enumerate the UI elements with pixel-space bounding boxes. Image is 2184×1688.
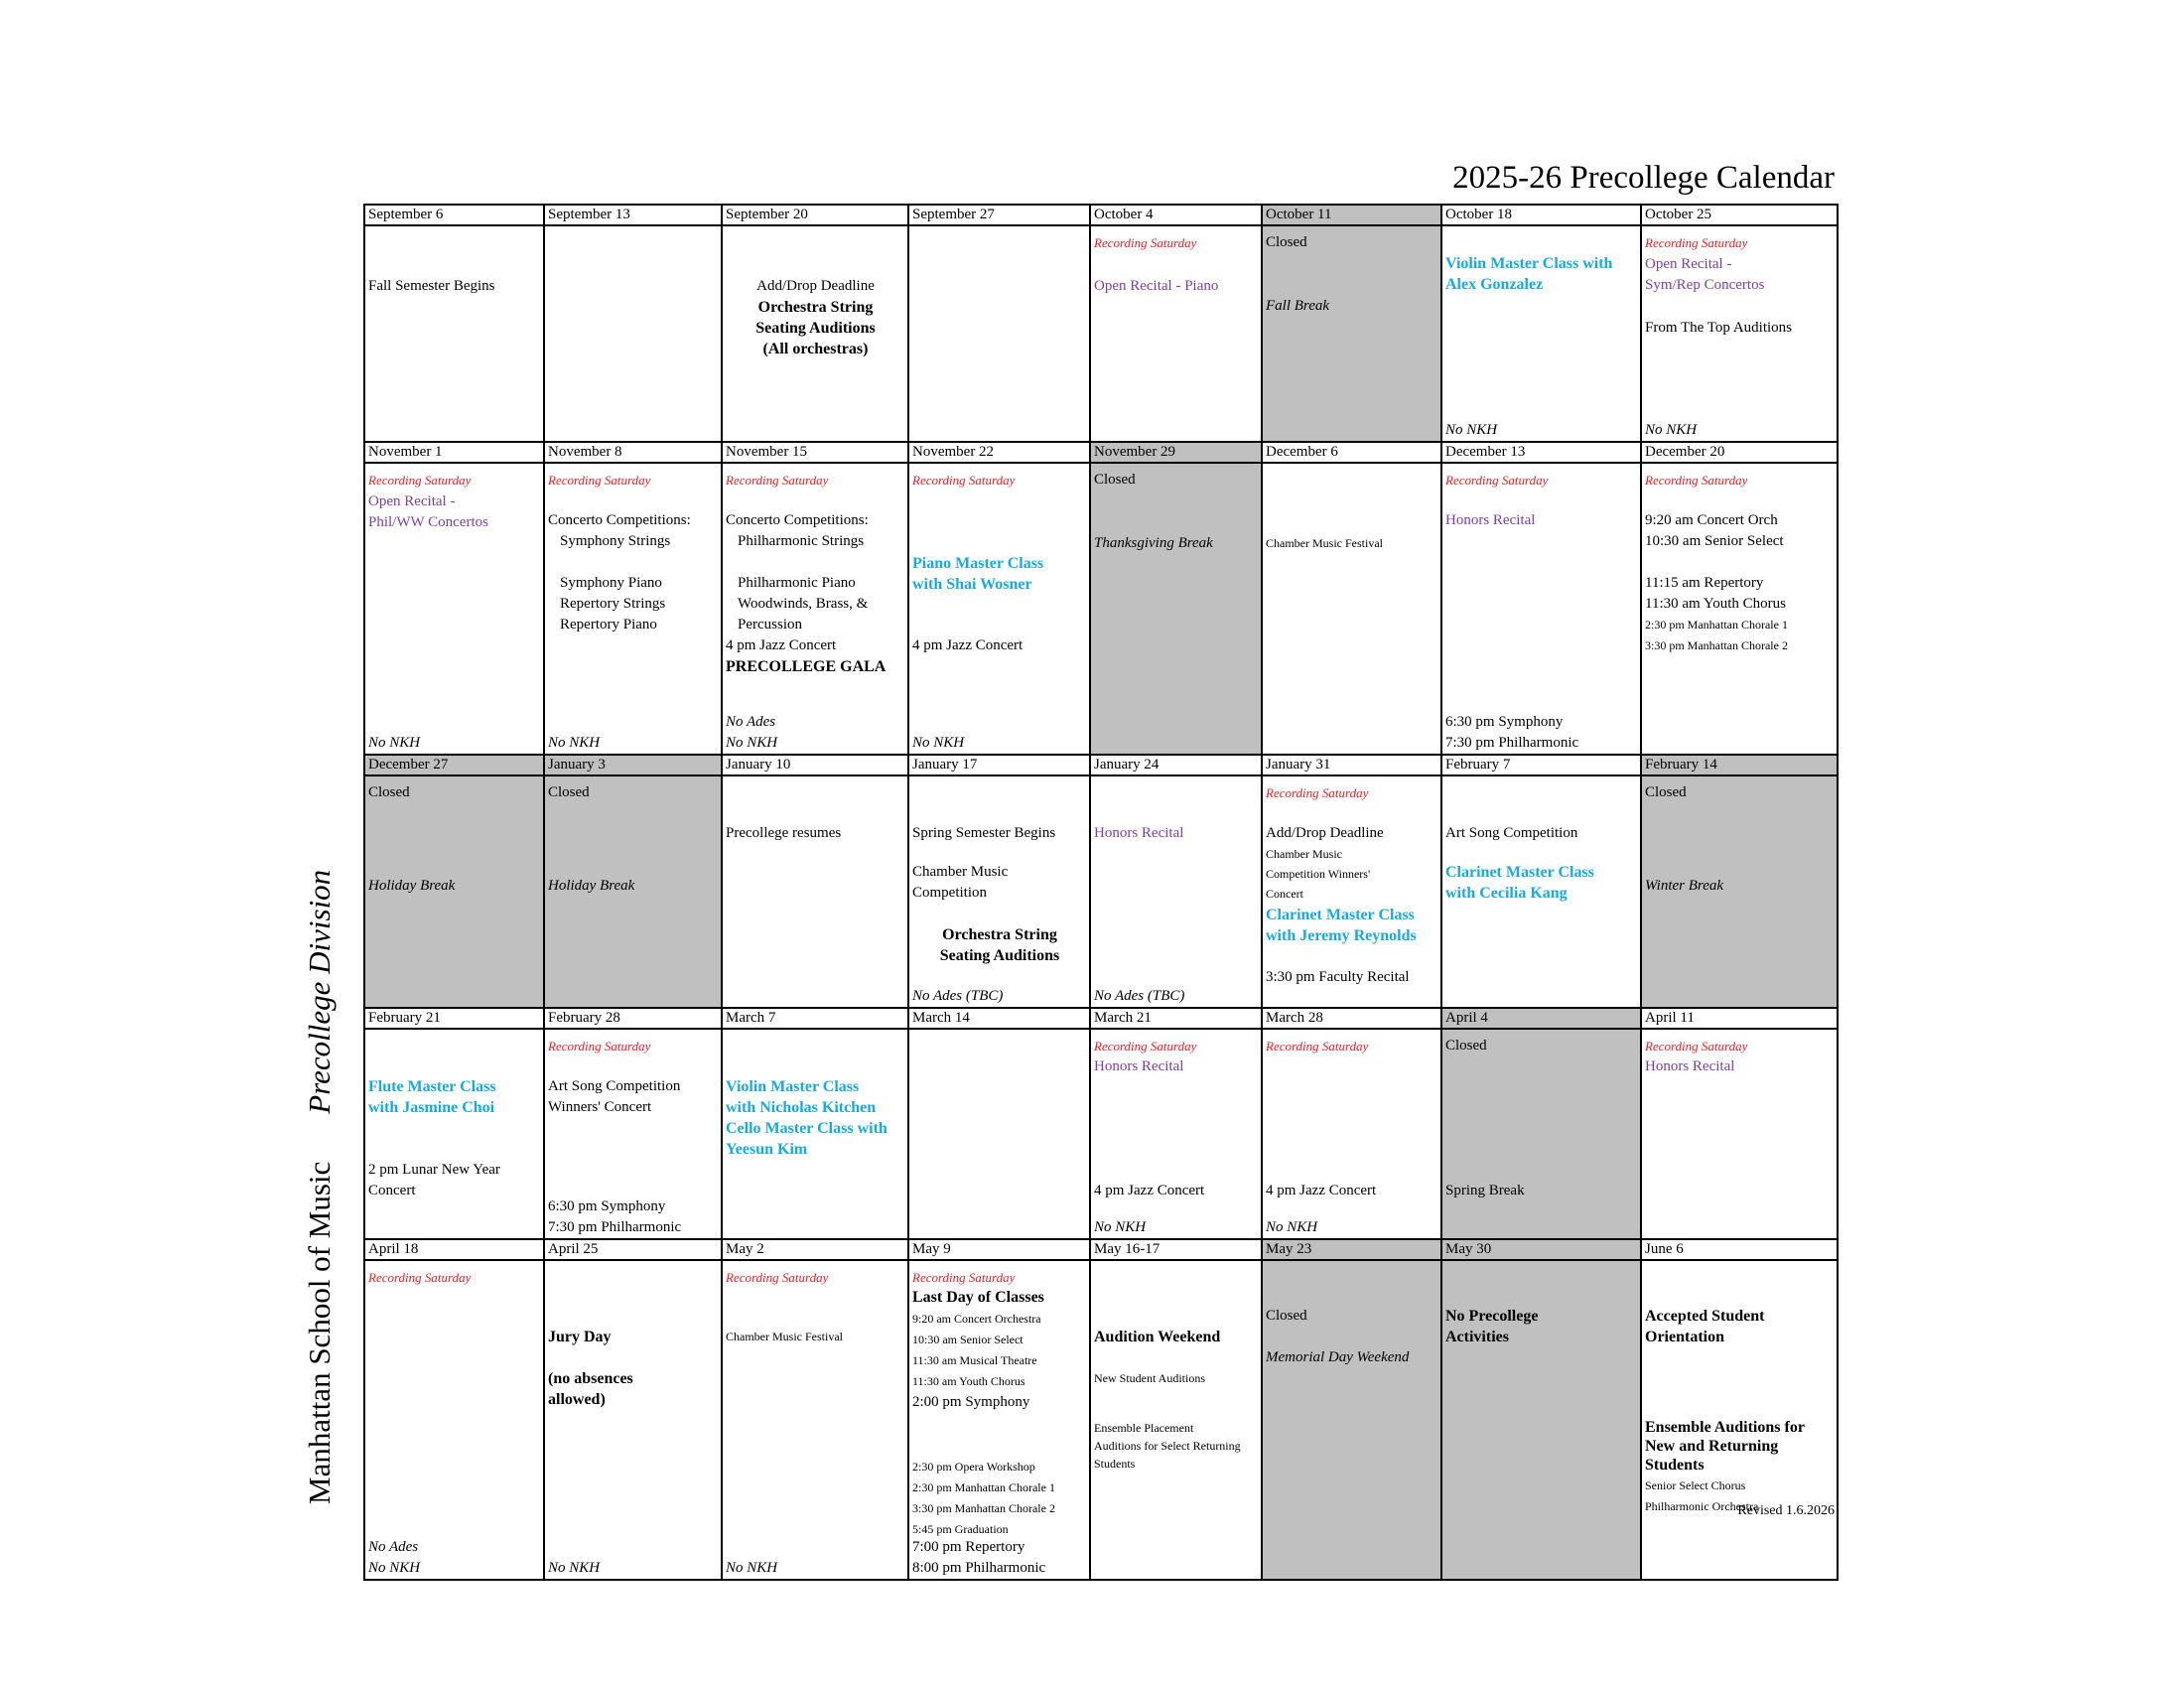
- day-cell: [1090, 1260, 1262, 1580]
- day-events: [548, 226, 719, 441]
- day-events: [1445, 776, 1638, 1007]
- event-line: Recording Saturday: [548, 473, 651, 488]
- event-line: Precollege resumes: [726, 825, 842, 841]
- day-cell: [364, 775, 544, 1008]
- event-line: Fall Semester Begins: [368, 278, 495, 294]
- event-line: with Nicholas Kitchen: [726, 1099, 877, 1116]
- event-line: Honors Recital: [1445, 512, 1536, 528]
- day-cell: [364, 225, 544, 442]
- event-line: Philharmonic Strings: [738, 533, 865, 549]
- day-cell: [1262, 225, 1441, 442]
- week-events-row: [364, 1260, 1838, 1580]
- week-date-row: [364, 1008, 1838, 1029]
- event-line: New Student Auditions: [1094, 1371, 1206, 1385]
- day-cell: [1441, 1260, 1641, 1580]
- day-date: January 24: [1090, 755, 1262, 775]
- day-date: April 11: [1641, 1008, 1838, 1029]
- day-events: [912, 776, 1087, 1007]
- page-title: 2025-26 Precollege Calendar: [1452, 160, 1835, 196]
- event-line: 4 pm Jazz Concert: [1094, 1183, 1205, 1198]
- day-cell: [1441, 463, 1641, 755]
- event-line: No NKH: [726, 735, 778, 751]
- day-events: [368, 1261, 541, 1579]
- event-line: No NKH: [1645, 422, 1698, 438]
- event-line: Competition Winners': [1266, 867, 1371, 881]
- day-events: [1645, 1261, 1835, 1579]
- event-line: Sym/Rep Concertos: [1645, 277, 1765, 293]
- day-events: [368, 226, 541, 441]
- event-line: Audition Weekend: [1094, 1329, 1221, 1345]
- event-line: Spring Break: [1445, 1183, 1525, 1198]
- event-line: No Ades: [368, 1539, 419, 1555]
- day-events: [1094, 1030, 1259, 1238]
- week-events-row: [364, 1029, 1838, 1239]
- day-events: [1445, 464, 1638, 754]
- day-date: December 13: [1441, 442, 1641, 463]
- day-date: November 15: [722, 442, 908, 463]
- day-date: April 25: [544, 1239, 722, 1260]
- day-date: February 14: [1641, 755, 1838, 775]
- event-line: Chamber Music: [1266, 847, 1342, 861]
- day-events: [548, 464, 719, 754]
- event-line: Cello Master Class with: [726, 1120, 887, 1137]
- day-cell: [364, 1260, 544, 1580]
- day-events: [1445, 1261, 1638, 1579]
- day-date: February 7: [1441, 755, 1641, 775]
- day-date: October 25: [1641, 205, 1838, 225]
- event-line: Concerto Competitions:: [548, 512, 691, 528]
- event-line: Clarinet Master Class: [1445, 864, 1594, 881]
- day-cell: [1090, 775, 1262, 1008]
- event-line: Recording Saturday: [1266, 1039, 1369, 1054]
- event-line: Yeesun Kim: [726, 1141, 808, 1158]
- day-cell: [1641, 463, 1838, 755]
- event-line: Clarinet Master Class: [1266, 907, 1415, 923]
- event-line: No NKH: [726, 1560, 778, 1576]
- event-line: Students: [1094, 1457, 1136, 1471]
- school-name: Manhattan School of Music: [302, 1161, 337, 1504]
- day-events: [1645, 226, 1835, 441]
- event-line: Add/Drop Deadline: [756, 278, 875, 294]
- event-line: Recording Saturday: [1445, 473, 1549, 488]
- event-line: Recording Saturday: [368, 473, 472, 488]
- event-line: 4 pm Jazz Concert: [726, 637, 837, 653]
- event-line: No Precollege: [1445, 1308, 1539, 1325]
- day-date: September 6: [364, 205, 544, 225]
- event-line: Concert: [1266, 887, 1303, 901]
- event-line: From The Top Auditions: [1645, 320, 1792, 336]
- event-line: 3:30 pm Manhattan Chorale 2: [912, 1501, 1055, 1515]
- event-line: Activities: [1445, 1329, 1509, 1345]
- event-line: Seating Auditions: [939, 947, 1060, 964]
- day-cell: [1090, 1029, 1262, 1239]
- day-cell: [1641, 775, 1838, 1008]
- day-events: [548, 1030, 719, 1238]
- day-cell: [722, 1260, 908, 1580]
- day-cell: [1090, 463, 1262, 755]
- day-cell: [722, 1029, 908, 1239]
- event-line: 8:00 pm Philharmonic: [912, 1560, 1046, 1576]
- week-events-row: [364, 775, 1838, 1008]
- event-line: Art Song Competition: [548, 1078, 681, 1094]
- event-line: 7:30 pm Philharmonic: [548, 1219, 682, 1235]
- event-line: Closed: [1266, 1308, 1307, 1324]
- day-events: [912, 464, 1087, 754]
- event-line: Percussion: [738, 617, 802, 633]
- day-events: [726, 776, 905, 1007]
- event-line: Recording Saturday: [726, 473, 829, 488]
- day-date: October 18: [1441, 205, 1641, 225]
- event-line: Recording Saturday: [1645, 235, 1748, 250]
- event-line: 3:30 pm Manhattan Chorale 2: [1645, 638, 1788, 652]
- event-line: 2:00 pm Symphony: [912, 1394, 1030, 1410]
- event-line: Add/Drop Deadline: [1266, 825, 1384, 841]
- day-events: [1645, 464, 1835, 754]
- day-date: May 9: [908, 1239, 1090, 1260]
- day-date: September 20: [722, 205, 908, 225]
- day-events: [726, 226, 905, 441]
- event-line: Recording Saturday: [1645, 1039, 1748, 1054]
- day-events: [368, 776, 541, 1007]
- event-line: Winners' Concert: [548, 1099, 652, 1115]
- event-line: allowed): [548, 1391, 606, 1408]
- event-line: Concerto Competitions:: [726, 512, 869, 528]
- day-events: [726, 1261, 905, 1579]
- event-line: 11:30 am Musical Theatre: [912, 1353, 1037, 1367]
- event-line: Violin Master Class with: [1445, 255, 1613, 272]
- event-line: No Ades (TBC): [1094, 988, 1185, 1004]
- event-line: 6:30 pm Symphony: [548, 1198, 666, 1214]
- day-events: [548, 776, 719, 1007]
- day-date: December 27: [364, 755, 544, 775]
- day-cell: [1441, 775, 1641, 1008]
- event-line: No NKH: [368, 1560, 421, 1576]
- event-line: Closed: [1094, 472, 1136, 488]
- event-line: No NKH: [1445, 422, 1498, 438]
- day-date: January 3: [544, 755, 722, 775]
- day-date: January 17: [908, 755, 1090, 775]
- event-line: 11:30 am Youth Chorus: [1645, 596, 1786, 612]
- event-line: with Jeremy Reynolds: [1266, 927, 1417, 944]
- event-line: 6:30 pm Symphony: [1445, 714, 1564, 730]
- day-date: December 6: [1262, 442, 1441, 463]
- week-date-row: [364, 755, 1838, 775]
- event-line: Ensemble Auditions for: [1645, 1419, 1805, 1436]
- day-cell: [364, 463, 544, 755]
- day-date: June 6: [1641, 1239, 1838, 1260]
- day-events: [1645, 776, 1835, 1007]
- event-line: 11:30 am Youth Chorus: [912, 1374, 1025, 1388]
- calendar-grid: [363, 204, 1839, 1581]
- event-line: Closed: [1645, 784, 1687, 800]
- event-line: with Cecilia Kang: [1445, 885, 1568, 902]
- day-cell: [1262, 463, 1441, 755]
- division-name: Precollege Division: [302, 869, 337, 1114]
- event-line: Honors Recital: [1094, 825, 1184, 841]
- event-line: Students: [1645, 1457, 1705, 1474]
- event-line: Closed: [1445, 1038, 1487, 1054]
- event-line: Last Day of Classes: [912, 1289, 1044, 1306]
- day-date: March 21: [1090, 1008, 1262, 1029]
- day-date: March 14: [908, 1008, 1090, 1029]
- day-date: May 30: [1441, 1239, 1641, 1260]
- week-date-row: [364, 1239, 1838, 1260]
- day-events: [1094, 226, 1259, 441]
- week-events-row: [364, 225, 1838, 442]
- event-line: 10:30 am Senior Select: [912, 1333, 1024, 1346]
- event-line: 2:30 pm Opera Workshop: [912, 1460, 1035, 1474]
- event-line: Chamber Music Festival: [726, 1330, 843, 1343]
- event-line: Thanksgiving Break: [1094, 535, 1213, 551]
- event-line: Repertory Strings: [560, 596, 666, 612]
- day-events: [1266, 464, 1438, 754]
- event-line: Violin Master Class: [726, 1078, 860, 1095]
- event-line: PRECOLLEGE GALA: [726, 658, 887, 675]
- event-line: Art Song Competition: [1445, 825, 1578, 841]
- day-events: [1645, 1030, 1835, 1238]
- day-date: April 4: [1441, 1008, 1641, 1029]
- day-events: [1094, 1261, 1259, 1579]
- event-line: Chamber Music Festival: [1266, 536, 1383, 550]
- event-line: with Jasmine Choi: [368, 1099, 495, 1116]
- event-line: Competition: [912, 885, 987, 901]
- day-date: May 23: [1262, 1239, 1441, 1260]
- day-events: [912, 226, 1087, 441]
- day-date: November 29: [1090, 442, 1262, 463]
- event-line: Recording Saturday: [912, 473, 1016, 488]
- event-line: Phil/WW Concertos: [368, 514, 488, 530]
- event-line: with Shai Wosner: [912, 576, 1032, 593]
- day-cell: [908, 225, 1090, 442]
- event-line: 7:30 pm Philharmonic: [1445, 735, 1579, 751]
- day-events: [368, 1030, 541, 1238]
- event-line: Closed: [1266, 234, 1307, 250]
- event-line: No NKH: [912, 735, 965, 751]
- day-cell: [544, 463, 722, 755]
- day-date: February 21: [364, 1008, 544, 1029]
- day-cell: [1262, 1260, 1441, 1580]
- day-date: May 2: [722, 1239, 908, 1260]
- event-line: Chamber Music: [912, 864, 1009, 880]
- event-line: 4 pm Jazz Concert: [1266, 1183, 1377, 1198]
- day-events: [548, 1261, 719, 1579]
- day-events: [912, 1030, 1087, 1238]
- event-line: Alex Gonzalez: [1445, 276, 1544, 293]
- event-line: Open Recital - Piano: [1094, 278, 1219, 294]
- day-date: March 7: [722, 1008, 908, 1029]
- event-line: Orchestra String: [942, 926, 1057, 943]
- event-line: Recording Saturday: [548, 1039, 651, 1054]
- day-cell: [722, 225, 908, 442]
- day-cell: [1262, 1029, 1441, 1239]
- event-line: Symphony Piano: [560, 575, 662, 591]
- day-events: [368, 464, 541, 754]
- day-date: October 11: [1262, 205, 1441, 225]
- event-line: Recording Saturday: [368, 1270, 472, 1285]
- day-cell: [544, 225, 722, 442]
- sidebar-title: [300, 870, 340, 1504]
- day-events: [1094, 464, 1259, 754]
- event-line: No NKH: [548, 1560, 601, 1576]
- event-line: Closed: [368, 784, 410, 800]
- event-line: Seating Auditions: [755, 320, 876, 337]
- event-line: Closed: [548, 784, 590, 800]
- day-cell: [722, 463, 908, 755]
- day-cell: [908, 463, 1090, 755]
- day-date: February 28: [544, 1008, 722, 1029]
- day-events: [1445, 1030, 1638, 1238]
- day-events: [1094, 776, 1259, 1007]
- event-line: 4 pm Jazz Concert: [912, 637, 1024, 653]
- event-line: Orchestra String: [757, 299, 874, 316]
- day-cell: [1262, 775, 1441, 1008]
- day-cell: [1641, 1029, 1838, 1239]
- event-line: No Ades (TBC): [912, 988, 1004, 1004]
- event-line: Flute Master Class: [368, 1078, 496, 1095]
- event-line: Winter Break: [1645, 878, 1724, 894]
- day-cell: [544, 775, 722, 1008]
- event-line: 3:30 pm Faculty Recital: [1266, 969, 1410, 985]
- day-cell: [1641, 1260, 1838, 1580]
- day-date: April 18: [364, 1239, 544, 1260]
- event-line: Orientation: [1645, 1329, 1724, 1345]
- day-date: March 28: [1262, 1008, 1441, 1029]
- event-line: 7:00 pm Repertory: [912, 1539, 1025, 1555]
- event-line: Ensemble Placement: [1094, 1421, 1194, 1435]
- event-line: New and Returning: [1645, 1438, 1779, 1455]
- day-cell: [1441, 225, 1641, 442]
- event-line: Open Recital -: [368, 493, 456, 509]
- week-date-row: [364, 442, 1838, 463]
- day-date: January 31: [1262, 755, 1441, 775]
- revised-date: Revised 1.6.2026: [1737, 1503, 1835, 1518]
- day-cell: [908, 1260, 1090, 1580]
- day-date: May 16-17: [1090, 1239, 1262, 1260]
- event-line: Recording Saturday: [1094, 1039, 1197, 1054]
- event-line: 9:20 am Concert Orchestra: [912, 1312, 1041, 1326]
- day-cell: [722, 775, 908, 1008]
- day-date: November 22: [908, 442, 1090, 463]
- event-line: 10:30 am Senior Select: [1645, 533, 1784, 549]
- event-line: Honors Recital: [1645, 1058, 1735, 1074]
- day-date: January 10: [722, 755, 908, 775]
- day-events: [1266, 226, 1438, 441]
- event-line: No Ades: [726, 714, 776, 730]
- event-line: Recording Saturday: [726, 1270, 829, 1285]
- event-line: Philharmonic Orchestra: [1645, 1499, 1759, 1513]
- day-events: [1266, 776, 1438, 1007]
- event-line: Open Recital -: [1645, 256, 1732, 272]
- day-events: [726, 1030, 905, 1238]
- event-line: Philharmonic Piano: [738, 575, 856, 591]
- event-line: Recording Saturday: [1645, 473, 1748, 488]
- day-events: [726, 464, 905, 754]
- event-line: Holiday Break: [548, 878, 635, 894]
- event-line: Woodwinds, Brass, &: [738, 596, 869, 612]
- event-line: No NKH: [368, 735, 421, 751]
- event-line: Repertory Piano: [560, 617, 657, 633]
- event-line: No NKH: [548, 735, 601, 751]
- day-events: [912, 1261, 1087, 1579]
- day-cell: [364, 1029, 544, 1239]
- event-line: Piano Master Class: [912, 555, 1044, 572]
- event-line: 2 pm Lunar New Year: [368, 1162, 500, 1178]
- event-line: Concert: [368, 1183, 416, 1198]
- week-events-row: [364, 463, 1838, 755]
- week-date-row: [364, 205, 1838, 225]
- event-line: 2:30 pm Manhattan Chorale 1: [1645, 618, 1788, 632]
- day-date: October 4: [1090, 205, 1262, 225]
- event-line: 9:20 am Concert Orch: [1645, 512, 1778, 528]
- event-line: Senior Select Chorus: [1645, 1478, 1746, 1492]
- event-line: No NKH: [1094, 1219, 1147, 1235]
- day-events: [1266, 1261, 1438, 1579]
- day-cell: [908, 1029, 1090, 1239]
- day-events: [1266, 1030, 1438, 1238]
- event-line: Memorial Day Weekend: [1266, 1349, 1410, 1365]
- day-cell: [544, 1029, 722, 1239]
- day-date: November 8: [544, 442, 722, 463]
- event-line: Recording Saturday: [1094, 235, 1197, 250]
- event-line: 2:30 pm Manhattan Chorale 1: [912, 1480, 1055, 1494]
- event-line: Recording Saturday: [1266, 785, 1369, 800]
- day-date: December 20: [1641, 442, 1838, 463]
- day-cell: [1090, 225, 1262, 442]
- event-line: Recording Saturday: [912, 1270, 1016, 1285]
- event-line: Auditions for Select Returning: [1094, 1439, 1241, 1453]
- event-line: (All orchestras): [762, 341, 869, 357]
- event-line: Honors Recital: [1094, 1058, 1184, 1074]
- day-date: September 13: [544, 205, 722, 225]
- event-line: Holiday Break: [368, 878, 456, 894]
- event-line: (no absences: [548, 1370, 633, 1387]
- event-line: 11:15 am Repertory: [1645, 575, 1764, 591]
- event-line: 5:45 pm Graduation: [912, 1522, 1009, 1536]
- day-events: [1445, 226, 1638, 441]
- event-line: Symphony Strings: [560, 533, 671, 549]
- day-date: November 1: [364, 442, 544, 463]
- event-line: Jury Day: [548, 1329, 612, 1345]
- day-cell: [544, 1260, 722, 1580]
- day-date: September 27: [908, 205, 1090, 225]
- day-cell: [908, 775, 1090, 1008]
- day-cell: [1441, 1029, 1641, 1239]
- event-line: No NKH: [1266, 1219, 1318, 1235]
- event-line: Fall Break: [1266, 298, 1330, 314]
- day-cell: [1641, 225, 1838, 442]
- event-line: Accepted Student: [1645, 1308, 1765, 1325]
- event-line: Spring Semester Begins: [912, 825, 1056, 841]
